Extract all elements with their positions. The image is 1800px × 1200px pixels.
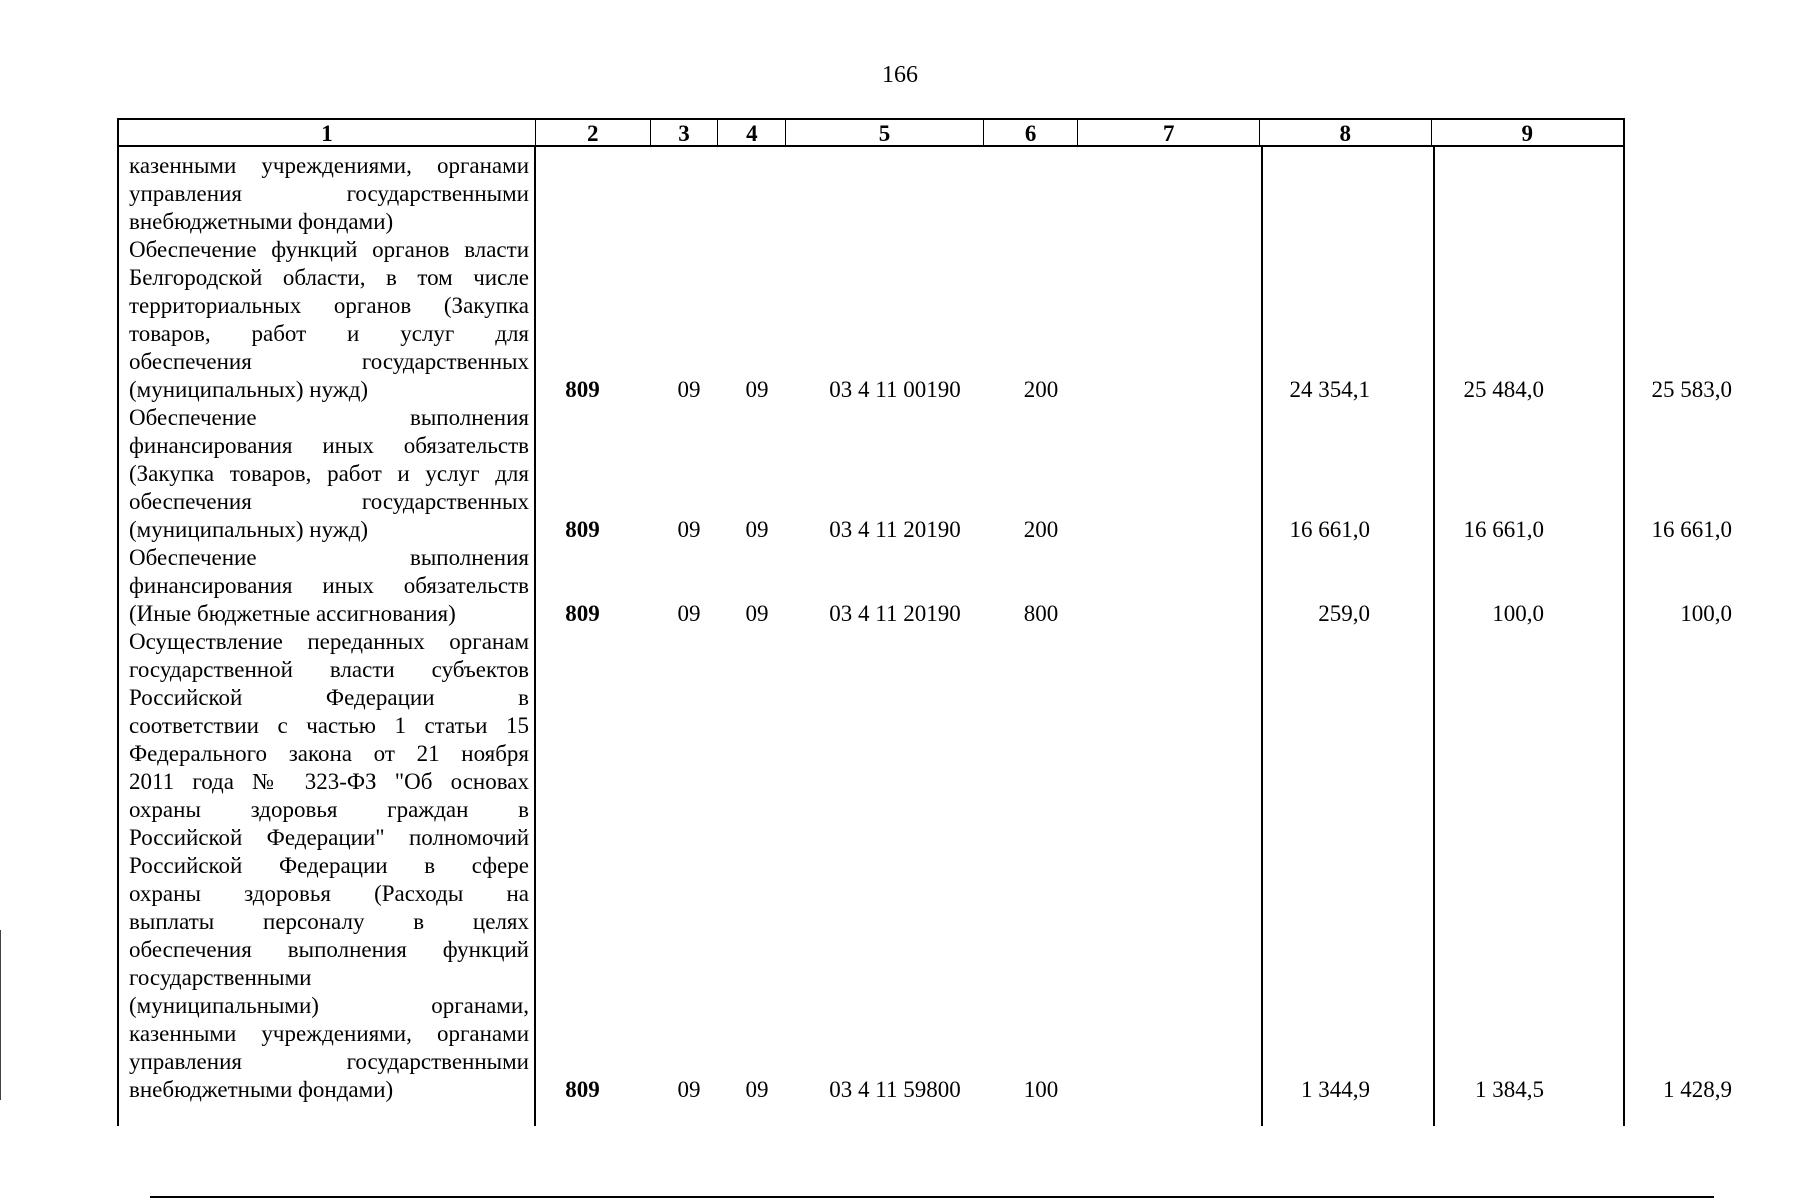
- description-line: финансирования иных обязательств: [129, 433, 529, 458]
- description-line: товаров, работ и услуг для: [129, 321, 529, 346]
- header-col-6: 6: [984, 120, 1079, 145]
- row-description: [129, 152, 529, 236]
- target-article: 03 4 11 20190: [829, 517, 961, 542]
- ministry-code: 809: [565, 377, 600, 402]
- ministry-code: 809: [565, 1077, 600, 1102]
- description-line: Российской Федерации" полномочий: [129, 825, 529, 850]
- header-col-1: 1: [119, 120, 536, 145]
- header-col-9: 9: [1521, 121, 1534, 146]
- description-line: обеспечения государственных: [129, 349, 529, 374]
- subsection-code: 09: [745, 1077, 769, 1102]
- subsection-code: 09: [745, 601, 769, 626]
- page-number: 166: [882, 62, 918, 88]
- description-line: 2011 года № 323-ФЗ "Об основах: [129, 769, 529, 794]
- description-line: финансирования иных обязательств: [129, 573, 529, 598]
- amount-col-8: 25 484,0: [1463, 377, 1544, 402]
- description-line: (Иные бюджетные ассигнования): [129, 601, 456, 626]
- ministry-code: 809: [565, 517, 600, 542]
- table-row: [117, 628, 1732, 1104]
- amount-col-7: 16 661,0: [1289, 517, 1370, 542]
- table-row: [117, 404, 1732, 544]
- description-line: обеспечения выполнения функций: [129, 937, 529, 962]
- table-header: [117, 118, 1625, 147]
- target-article: 03 4 11 59800: [829, 1077, 961, 1102]
- description-line: казенными учреждениями, органами: [129, 1021, 529, 1046]
- header-col-4: 4: [718, 120, 786, 145]
- description-line: обеспечения государственных: [129, 489, 529, 514]
- section-code: 09: [677, 601, 701, 626]
- row-description: [129, 628, 529, 1104]
- ministry-code: 809: [565, 601, 600, 626]
- header-col-7: 7: [1078, 120, 1260, 145]
- description-line: управления государственными: [129, 181, 529, 206]
- description-line: Обеспечение функций органов власти: [129, 237, 529, 262]
- amount-col-8: 1 384,5: [1475, 1077, 1544, 1102]
- row-description: [129, 544, 529, 628]
- description-line: Российской Федерации в сфере: [129, 853, 529, 878]
- description-line: Федерального закона от 21 ноября: [129, 741, 529, 766]
- subsection-code: 09: [745, 517, 769, 542]
- amount-col-9: 16 661,0: [1651, 517, 1732, 542]
- amount-col-8: 16 661,0: [1463, 517, 1544, 542]
- description-line: Обеспечение выполнения: [129, 405, 529, 430]
- bottom-rule: [150, 1196, 1714, 1198]
- description-line: Российской Федерации в: [129, 685, 529, 710]
- description-line: территориальных органов (Закупка: [129, 293, 529, 318]
- amount-col-9: 1 428,9: [1663, 1077, 1732, 1102]
- description-line: государственной власти субъектов: [129, 657, 529, 682]
- table-row: [117, 544, 1732, 628]
- description-line: (муниципальными) органами,: [129, 993, 529, 1018]
- target-article: 03 4 11 20190: [829, 601, 961, 626]
- description-line: внебюджетными фондами): [129, 209, 394, 234]
- table-row: [117, 236, 1732, 404]
- header-col-3: 3: [651, 120, 719, 145]
- header-col-8: 8: [1260, 120, 1432, 145]
- description-line: Белгородской области, в том числе: [129, 265, 529, 290]
- table-row: [117, 152, 1625, 236]
- expense-kind: 200: [1023, 377, 1059, 402]
- section-code: 09: [677, 1077, 701, 1102]
- description-line: Осуществление переданных органам: [129, 629, 529, 654]
- description-line: внебюджетными фондами): [129, 1077, 394, 1102]
- binding-mark: [0, 930, 1, 1100]
- subsection-code: 09: [745, 377, 769, 402]
- header-col-2: 2: [536, 120, 651, 145]
- amount-col-9: 25 583,0: [1651, 377, 1732, 402]
- expense-kind: 800: [1023, 601, 1059, 626]
- description-line: государственными: [129, 965, 312, 990]
- amount-col-7: 1 344,9: [1301, 1077, 1370, 1102]
- target-article: 03 4 11 00190: [829, 377, 961, 402]
- row-description: [129, 236, 529, 404]
- amount-col-9: 100,0: [1680, 601, 1732, 626]
- description-line: выплаты персоналу в целях: [129, 909, 529, 934]
- amount-col-7: 259,0: [1318, 601, 1370, 626]
- description-line: охраны здоровья (Расходы на: [129, 881, 529, 906]
- description-line: (муниципальных) нужд): [129, 377, 369, 402]
- row-description: [129, 404, 529, 544]
- description-line: охраны здоровья граждан в: [129, 797, 529, 822]
- description-line: управления государственными: [129, 1049, 529, 1074]
- description-line: (муниципальных) нужд): [129, 517, 369, 542]
- section-code: 09: [677, 377, 701, 402]
- description-line: (Закупка товаров, работ и услуг для: [129, 461, 529, 486]
- section-code: 09: [677, 517, 701, 542]
- header-col-5: 5: [786, 120, 983, 145]
- amount-col-8: 100,0: [1492, 601, 1544, 626]
- expense-kind: 100: [1023, 1077, 1059, 1102]
- description-line: казенными учреждениями, органами: [129, 153, 529, 178]
- amount-col-7: 24 354,1: [1289, 377, 1370, 402]
- description-line: Обеспечение выполнения: [129, 545, 529, 570]
- expense-kind: 200: [1023, 517, 1059, 542]
- description-line: соответствии с частью 1 статьи 15: [129, 713, 529, 738]
